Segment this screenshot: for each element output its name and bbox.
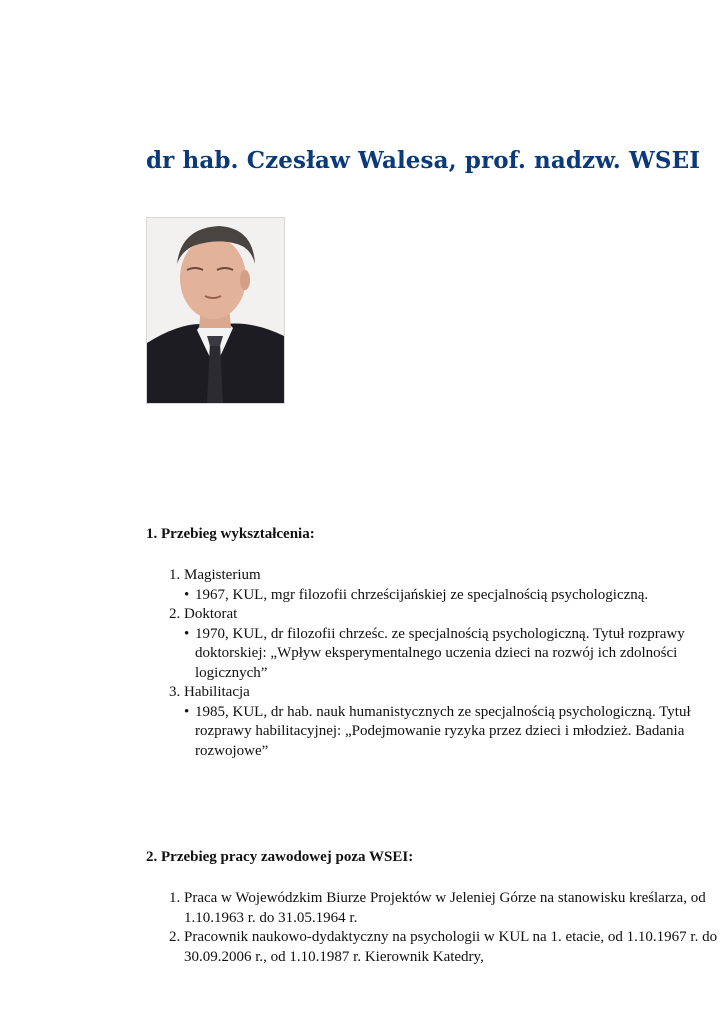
- section-heading-career: 2. Przebieg pracy zawodowej poza WSEI:: [146, 849, 414, 865]
- list-item-detail: • 1967, KUL, mgr filozofii chrześcijańskiej ze specjalnością psychologiczną.: [195, 586, 724, 606]
- list-item: 2. Pracownik naukowo-dydaktyczny na psychologii w KUL na 1. etacie, od 1.10.1967 r. do 30.09.2006 r., od 1.10.1987 r. Kierownik Katedry,: [184, 928, 724, 967]
- list-item-detail: • 1985, KUL, dr hab. nauk humanistycznych ze specjalnością psychologiczną. Tytuł rozprawy habilitacyjnej: „Podejmowanie ryzyka przez dzieci i młodzież. Badania rozwojowe”: [195, 703, 724, 762]
- list-item-detail: • 1970, KUL, dr filozofii chrześc. ze specjalnością psychologiczną. Tytuł rozprawy doktorskiej: „Wpływ eksperymentalnego uczenia dzieci na rozwój ich zdolności logicznych”: [195, 625, 724, 684]
- list-item: [184, 683, 724, 761]
- list-item-label: Habilitacja: [184, 684, 250, 700]
- education-list: [146, 566, 724, 761]
- page-title: dr hab. Czesław Walesa, prof. nadzw. WSEI: [146, 147, 701, 174]
- career-list: [146, 889, 724, 967]
- list-item-label: Doktorat: [184, 606, 238, 622]
- section-heading-education: 1. Przebieg wykształcenia:: [146, 526, 315, 542]
- list-item-label: Magisterium: [184, 567, 261, 583]
- list-item: [184, 566, 724, 605]
- list-item: [184, 605, 724, 683]
- list-item: 1. Praca w Wojewódzkim Biurze Projektów w Jeleniej Górze na stanowisku kreślarza, od 1.10.1963 r. do 31.05.1964 r.: [184, 889, 724, 928]
- portrait-photo: [146, 217, 285, 404]
